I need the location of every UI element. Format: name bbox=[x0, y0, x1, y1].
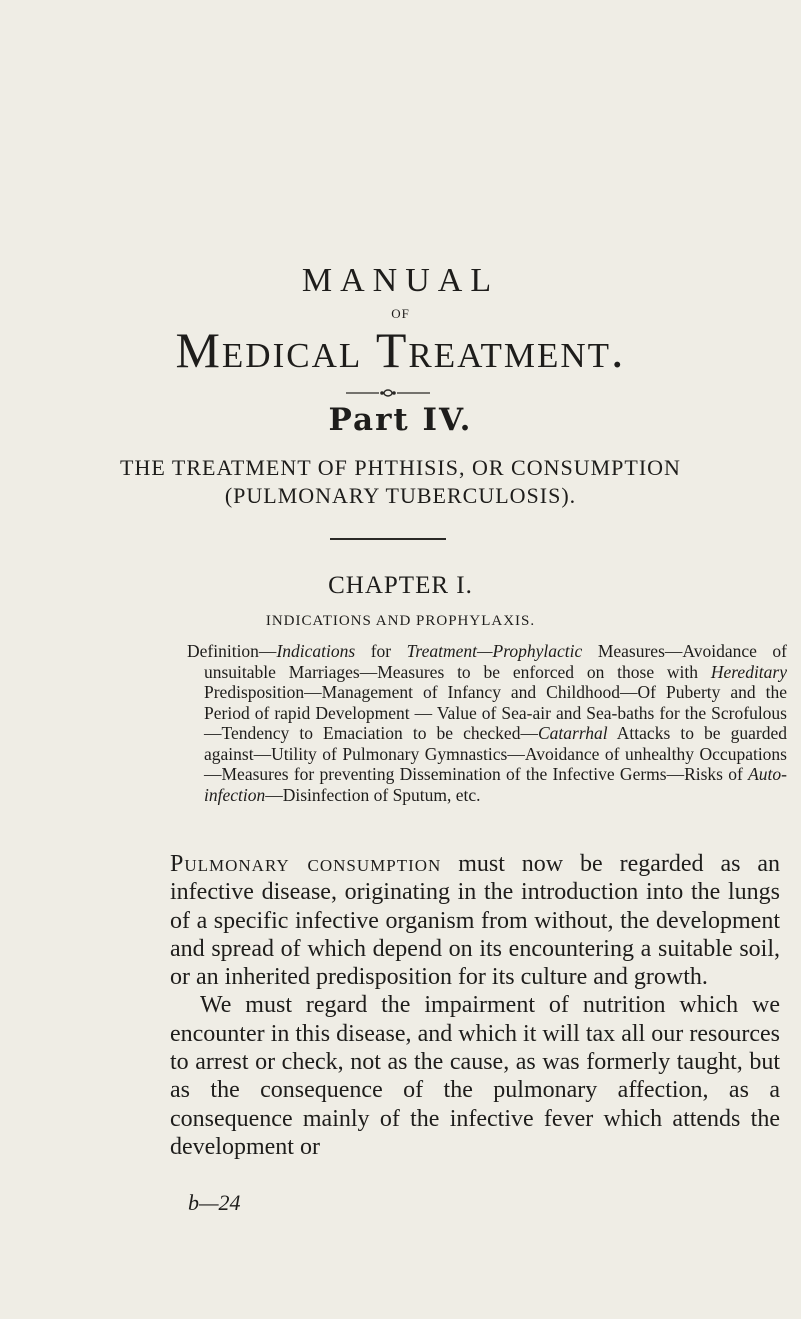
summary-text: Attacks to be guarded against—Utility of Pulmonary Gymnastics—Avoidance of unhealthy Occupations—Measures for preventing Dissemination of the Infective Germs—Risks of bbox=[204, 723, 788, 784]
summary-text: —Disinfection of Sputum, etc. bbox=[265, 784, 481, 805]
summary-italic: Auto-infection bbox=[204, 764, 787, 805]
body-paragraph bbox=[170, 850, 780, 991]
paragraph-lead: Pulmonary consumption bbox=[170, 851, 442, 877]
paragraph-text: must now be regarded as an infective disease, originating in the introduction into the lungs of a specific infective organism from without, the development and spread of which depend on its encountering a suitable soil, or an inherited predisposition for its culture and growth. bbox=[170, 851, 780, 991]
series-of: OF bbox=[391, 306, 410, 321]
body-text bbox=[170, 850, 780, 1161]
summary-italic: Treatment—Prophylactic bbox=[406, 641, 583, 661]
summary-italic: Hereditary bbox=[710, 661, 787, 682]
chapter-subheading: INDICATIONS AND PROPHYLAXIS. bbox=[265, 613, 536, 629]
signature-mark: b—24 bbox=[188, 1190, 241, 1215]
section-rule bbox=[330, 538, 446, 540]
summary-text: Definition— bbox=[187, 641, 277, 661]
treatise-title-line2: (PULMONARY TUBERCULOSIS). bbox=[224, 483, 577, 508]
part-label: Part IV. bbox=[328, 402, 473, 438]
body-paragraph: We must regard the impairment of nutrition which we encounter in this disease, and which it will tax all our resources to arrest or check, not as the cause, as was formerly taught, but as the consequence of the pulmonary affection, as a consequence mainly of the infective fever which attends the development or bbox=[170, 992, 780, 1160]
treatise-title-line1: THE TREATMENT OF PHTHISIS, OR CONSUMPTION bbox=[120, 455, 681, 480]
summary-italic: Catarrhal bbox=[537, 723, 608, 743]
summary-italic: Indications bbox=[276, 641, 356, 661]
ornament-divider bbox=[346, 388, 430, 398]
summary-text: for bbox=[355, 641, 407, 661]
chapter-heading: CHAPTER I. bbox=[328, 572, 473, 599]
summary-text: Predisposition—Management of Infancy and Childhood—Of Puberty and the Period of rapid Development — Value of Sea-air and Sea-baths for the Scrofulous—Tendency to Emaciation to be checked— bbox=[204, 682, 787, 743]
summary-text: Measures—Avoidance of unsuitable Marriages—Measures to be enforced on those with bbox=[204, 641, 787, 682]
series-title: MANUAL bbox=[301, 262, 500, 299]
chapter-summary bbox=[187, 641, 787, 805]
book-title: Medical Treatment. bbox=[175, 322, 626, 378]
